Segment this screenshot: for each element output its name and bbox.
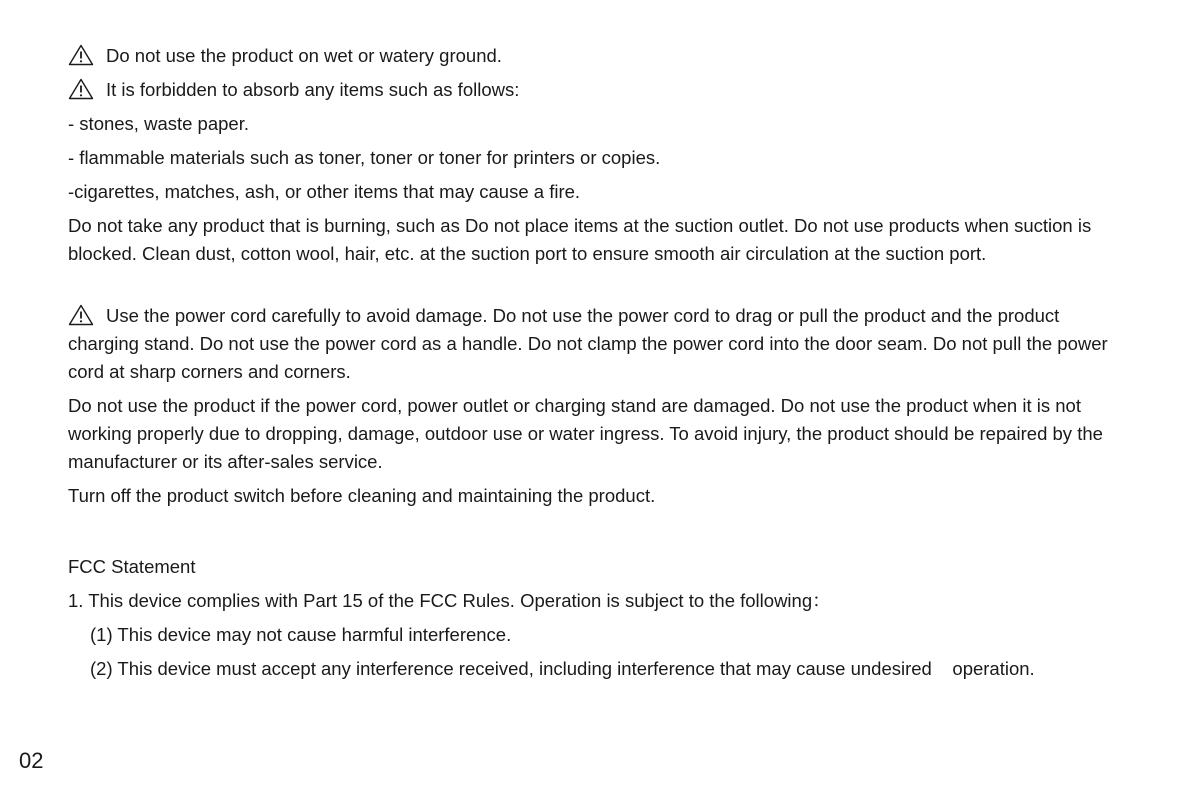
- warning-triangle-icon: [68, 304, 94, 326]
- fcc-condition-2: (2) This device must accept any interference received, including interference that may cause undesired operation.: [90, 658, 1035, 679]
- item-stones: - stones, waste paper.: [68, 113, 249, 134]
- page-number: 02: [19, 748, 44, 773]
- warning-triangle-icon: [68, 78, 94, 100]
- warning-wet-ground-text: Do not use the product on wet or watery ground.: [106, 45, 502, 66]
- warning-triangle-icon: [68, 44, 94, 66]
- warning-forbidden-items: [68, 76, 519, 104]
- paragraph-burning: Do not take any product that is burning, such as Do not place items at the suction outlet. Do not use products when suction is blocked. Clean dust, cotton wool, hair, etc. at the suction port to ensure smooth air circulation at the suction port.: [68, 215, 1092, 264]
- warning-power-cord: [68, 302, 1128, 386]
- warning-wet-ground: [68, 42, 502, 70]
- fcc-condition-1: (1) This device may not cause harmful interference.: [90, 624, 512, 645]
- item-cigarettes: -cigarettes, matches, ash, or other items that may cause a fire.: [68, 181, 581, 202]
- warning-forbidden-items-text: It is forbidden to absorb any items such as follows:: [106, 79, 520, 100]
- item-flammable: - flammable materials such as toner, toner or toner for printers or copies.: [68, 147, 661, 168]
- fcc-statement: 1. This device complies with Part 15 of the FCC Rules. Operation is subject to the following：: [68, 590, 831, 611]
- fcc-heading: FCC Statement: [68, 556, 196, 577]
- warning-power-cord-text: Use the power cord carefully to avoid damage. Do not use the power cord to drag or pull the product and the product charging stand. Do not use the power cord as a handle. Do not clamp the power cord into the door seam. Do not pull the power cord at sharp corners and corners.: [68, 305, 1108, 382]
- paragraph-damaged: Do not use the product if the power cord, power outlet or charging stand are damaged. Do not use the product when it is not working properly due to dropping, damage, outdoor use or water ingress. To avoid injury, the product should be repaired by the manufacturer or its after-sales service.: [68, 395, 1103, 472]
- paragraph-switch-off: Turn off the product switch before cleaning and maintaining the product.: [68, 485, 656, 506]
